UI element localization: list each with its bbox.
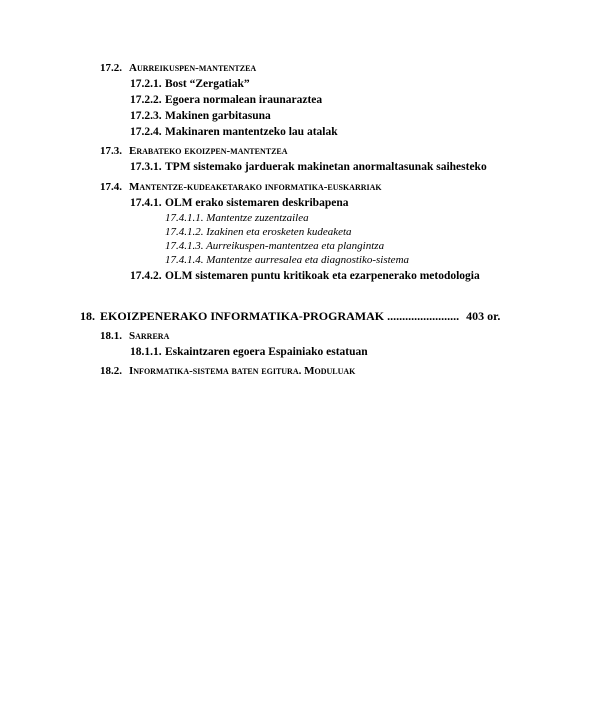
entry-title: Sarrera: [129, 330, 170, 342]
toc-entry-17-4-2: [130, 269, 480, 283]
page-number: 403 or.: [466, 309, 501, 323]
entry-title: Makinen garbitasuna: [165, 110, 271, 122]
toc-entry-17-3: [100, 144, 288, 158]
entry-number: 17.4.1.3.: [165, 240, 204, 252]
entry-title: Eskaintzaren egoera Espainiako estatuan: [165, 346, 368, 358]
toc-entry-17-2-3: [130, 109, 271, 123]
entry-number: 17.2.2.: [130, 94, 162, 106]
entry-title: Egoera normalean iraunaraztea: [165, 94, 323, 106]
toc-entry-17-2-4: [130, 125, 338, 139]
entry-title: Mantentze zuzentzailea: [206, 212, 309, 224]
entry-number: 17.2.: [100, 62, 122, 74]
toc-entry-17-4-1-4: [165, 253, 409, 267]
entry-title: Aurreikuspen-mantentzea: [129, 62, 257, 74]
toc-chapter-18: [80, 309, 500, 323]
toc-entry-17-4-1-1: [165, 211, 309, 225]
entry-number: 17.4.1.2.: [165, 226, 204, 238]
dot-leader: ........................: [387, 309, 460, 323]
toc-entry-17-2-2: [130, 93, 322, 107]
toc-entry-17-2-1: [130, 77, 250, 91]
toc-entry-17-4: [100, 180, 382, 194]
entry-title: Mantentze-kudeaketarako informatika-euskarriak: [129, 181, 382, 193]
toc-entry-17-3-1: [130, 160, 487, 174]
entry-title: Erabateko ekoizpen-mantentzea: [129, 145, 288, 157]
toc-entry-18-1: [100, 329, 169, 343]
entry-number: 17.4.1.1.: [165, 212, 204, 224]
entry-title: Izakinen eta erosketen kudeaketa: [206, 226, 352, 238]
entry-title: Informatika-sistema baten egitura. Moduluak: [129, 365, 356, 377]
entry-number: 18.2.: [100, 365, 122, 377]
entry-number: 18.1.1.: [130, 346, 162, 358]
toc-entry-17-4-1: [130, 196, 348, 210]
toc-entry-18-2: [100, 364, 355, 378]
entry-number: 17.2.3.: [130, 110, 162, 122]
entry-number: 17.2.1.: [130, 78, 162, 90]
entry-title: Bost “Zergatiak”: [165, 78, 250, 90]
entry-number: 17.3.: [100, 145, 122, 157]
entry-number: 17.4.1.4.: [165, 254, 204, 266]
entry-title: OLM erako sistemaren deskribapena: [165, 197, 349, 209]
chapter-title: EKOIZPENERAKO INFORMATIKA-PROGRAMAK: [100, 309, 385, 323]
toc-entry-17-2: [100, 61, 256, 75]
entry-number: 17.4.: [100, 181, 122, 193]
chapter-number: 18.: [80, 309, 95, 323]
entry-number: 17.4.1.: [130, 197, 162, 209]
entry-title: Mantentze aurresalea eta diagnostiko-sistema: [206, 254, 410, 266]
toc-entry-17-4-1-2: [165, 225, 352, 239]
entry-number: 18.1.: [100, 330, 122, 342]
entry-title: OLM sistemaren puntu kritikoak eta ezarpenerako metodologia: [165, 270, 480, 282]
toc-entry-18-1-1: [130, 345, 368, 359]
entry-number: 17.3.1.: [130, 161, 162, 173]
entry-title: Aurreikuspen-mantentzea eta plangintza: [206, 240, 385, 252]
entry-number: 17.4.2.: [130, 270, 162, 282]
entry-title: TPM sistemako jarduerak makinetan anormaltasunak saihesteko: [165, 161, 487, 173]
entry-number: 17.2.4.: [130, 126, 162, 138]
toc-entry-17-4-1-3: [165, 239, 384, 253]
entry-title: Makinaren mantentzeko lau atalak: [165, 126, 338, 138]
